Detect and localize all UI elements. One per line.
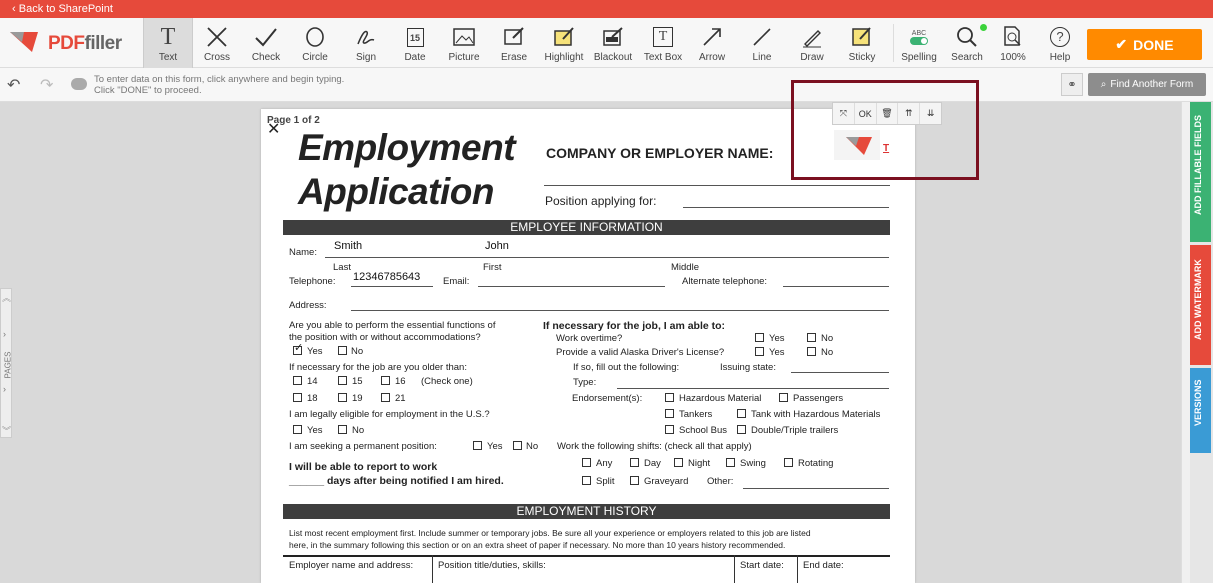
overtime-no-checkbox[interactable]	[807, 333, 816, 342]
age-16-checkbox[interactable]	[381, 376, 390, 385]
check-icon	[241, 24, 291, 50]
line-icon	[737, 24, 787, 50]
other-shift-field[interactable]	[743, 488, 889, 489]
tool-date[interactable]: 15 Date	[390, 18, 440, 68]
table-header-end: End date:	[803, 560, 844, 571]
draw-icon	[787, 24, 837, 50]
circle-icon	[290, 24, 340, 50]
shift-night-checkbox[interactable]	[674, 458, 683, 467]
section-employment-history: EMPLOYMENT HISTORY	[283, 504, 890, 519]
address-field[interactable]	[351, 310, 889, 311]
type-field[interactable]	[617, 388, 889, 389]
bring-forward-icon[interactable]: ⇈	[898, 103, 920, 124]
permanent-no-checkbox[interactable]	[513, 441, 522, 450]
double-chevron-up-icon[interactable]: ︽	[2, 293, 12, 303]
find-another-form-button[interactable]: ⌕ Find Another Form	[1088, 73, 1206, 96]
license-no-checkbox[interactable]	[807, 347, 816, 356]
tool-picture[interactable]: Picture	[439, 18, 489, 68]
selection-highlight	[791, 80, 979, 180]
tool-erase[interactable]: Erase	[489, 18, 539, 68]
name-last-field[interactable]: Smith	[334, 240, 363, 252]
age-15-checkbox[interactable]	[338, 376, 347, 385]
pdffiller-mark-icon	[834, 130, 880, 160]
age-18-checkbox[interactable]	[293, 393, 302, 402]
essential-yes-checkbox[interactable]: ✓	[294, 342, 304, 354]
telephone-line	[351, 286, 433, 287]
license-yes-checkbox[interactable]	[755, 347, 764, 356]
section-employee-info: EMPLOYEE INFORMATION	[283, 220, 890, 235]
cross-icon	[192, 24, 242, 50]
age-21-checkbox[interactable]	[381, 393, 390, 402]
essential-no-checkbox[interactable]	[338, 346, 347, 355]
table-divider	[432, 555, 433, 583]
back-to-sharepoint-link[interactable]: ‹ Back to SharePoint	[0, 0, 1213, 18]
calendar-icon: 15	[390, 24, 440, 50]
tool-zoom[interactable]: 100%	[988, 18, 1038, 68]
undo-icon[interactable]: ↶	[7, 77, 21, 94]
name-first-field[interactable]: John	[485, 240, 509, 252]
age-14-checkbox[interactable]	[293, 376, 302, 385]
legal-no-checkbox[interactable]	[338, 425, 347, 434]
shift-graveyard-checkbox[interactable]	[630, 476, 639, 485]
status-dot	[980, 24, 987, 31]
tool-spelling[interactable]: ABC Spelling	[894, 18, 944, 68]
check-icon: ✔	[1115, 36, 1128, 52]
move-icon[interactable]: ⤧	[833, 103, 855, 124]
endorsement-trailers-checkbox[interactable]	[737, 425, 746, 434]
age-19-checkbox[interactable]	[338, 393, 347, 402]
text-icon: T	[160, 23, 176, 50]
endorsement-tankers-checkbox[interactable]	[665, 409, 674, 418]
eraser-icon	[489, 24, 539, 50]
alt-phone-field[interactable]	[783, 286, 889, 287]
pages-panel-toggle[interactable]: ︽ › PAGES › ︾	[0, 288, 12, 438]
zoom-icon	[988, 24, 1038, 50]
spelling-toggle-icon: ABC	[894, 24, 944, 50]
send-backward-icon[interactable]: ⇊	[926, 108, 935, 118]
chevron-left-icon: ‹	[12, 3, 19, 15]
tool-text[interactable]: T Text	[143, 18, 193, 68]
position-label: Position applying for:	[545, 194, 657, 208]
table-divider	[797, 555, 798, 583]
name-line	[325, 257, 889, 258]
comment-icon	[71, 78, 87, 90]
tool-help[interactable]: ? Help	[1035, 18, 1085, 68]
placed-logo-image[interactable]	[834, 130, 880, 160]
tool-highlight[interactable]: Highlight	[539, 18, 589, 68]
arrow-icon	[687, 24, 737, 50]
close-icon[interactable]: ✕	[267, 121, 281, 138]
table-top-border	[283, 555, 890, 557]
company-line	[544, 185, 890, 186]
form-title-line1: Employment	[298, 127, 516, 168]
endorsement-schoolbus-checkbox[interactable]	[665, 425, 674, 434]
endorsement-tank-hazmat-checkbox[interactable]	[737, 409, 746, 418]
search-icon: ⌕	[1100, 79, 1107, 90]
tool-circle[interactable]: Circle	[290, 18, 340, 68]
permanent-yes-checkbox[interactable]	[473, 441, 482, 450]
telephone-field[interactable]: 12346785643	[353, 271, 421, 283]
pdffiller-logo: PDFfiller	[10, 30, 130, 56]
tool-line[interactable]: Line	[737, 18, 787, 68]
position-line[interactable]	[683, 207, 889, 208]
overtime-yes-checkbox[interactable]	[755, 333, 764, 342]
textbox-icon: T	[638, 24, 688, 50]
double-chevron-down-icon[interactable]: ︾	[2, 426, 12, 436]
shift-rotating-checkbox[interactable]	[784, 458, 793, 467]
sign-icon	[341, 24, 391, 50]
add-fillable-fields-tab[interactable]: ADD FILLABLE FIELDS	[1190, 102, 1211, 242]
highlight-icon	[539, 24, 589, 50]
trash-icon[interactable]: 🗑	[877, 103, 899, 124]
ok-button[interactable]: OK	[855, 103, 877, 124]
main-toolbar	[0, 18, 1213, 68]
table-divider	[734, 555, 735, 583]
help-icon: ?	[1035, 24, 1085, 50]
endorsement-hazmat-checkbox[interactable]	[665, 393, 674, 402]
shift-day-checkbox[interactable]	[630, 458, 639, 467]
link-icon: ⚭	[1067, 79, 1077, 91]
tool-arrow[interactable]: Arrow	[687, 18, 737, 68]
endorsement-passengers-checkbox[interactable]	[779, 393, 788, 402]
sticky-icon	[837, 24, 887, 50]
link-button[interactable]	[1061, 73, 1083, 96]
legal-yes-checkbox[interactable]	[293, 425, 302, 434]
chevron-right-icon[interactable]: ›	[3, 329, 6, 339]
tool-cross[interactable]: Cross	[192, 18, 242, 68]
tool-blackout[interactable]: Blackout	[588, 18, 638, 68]
tool-textbox[interactable]: T Text Box	[638, 18, 688, 68]
vertical-scrollbar[interactable]	[1181, 102, 1190, 583]
instructions: To enter data on this form, click anywhere and begin typing. Click "DONE" to proceed.	[94, 74, 345, 96]
company-label: COMPANY OR EMPLOYER NAME:	[546, 145, 774, 161]
info-bar	[0, 68, 1213, 102]
tool-sticky[interactable]: Sticky	[837, 18, 887, 68]
tool-sign[interactable]: Sign	[341, 18, 391, 68]
add-watermark-tab[interactable]: ADD WATERMARK	[1190, 245, 1211, 365]
element-context-toolbar	[832, 102, 942, 125]
text-edit-cursor[interactable]: T	[883, 143, 890, 154]
blackout-icon	[588, 24, 638, 50]
shift-any-checkbox[interactable]	[582, 458, 591, 467]
form-title-line2: Application	[298, 171, 494, 212]
shift-swing-checkbox[interactable]	[726, 458, 735, 467]
versions-tab[interactable]: VERSIONS	[1190, 368, 1211, 453]
redo-icon[interactable]: ↷	[40, 77, 54, 94]
tool-check[interactable]: Check	[241, 18, 291, 68]
table-header-position: Position title/duties, skills:	[438, 560, 546, 571]
issuing-state-field[interactable]	[791, 372, 889, 373]
picture-icon	[439, 24, 489, 50]
chevron-right-icon[interactable]: ›	[3, 384, 6, 394]
logo-icon	[10, 30, 40, 54]
tool-draw[interactable]: Draw	[787, 18, 837, 68]
table-header-start: Start date:	[740, 560, 784, 571]
email-field[interactable]	[478, 286, 665, 287]
page-indicator: Page 1 of 2	[267, 115, 320, 126]
tool-search[interactable]: Search	[942, 18, 992, 68]
table-header-employer: Employer name and address:	[289, 560, 414, 571]
document-page[interactable]: Page 1 of 2 ✕ Employment Application COMPANY OR EMPLOYER NAME: Position applying for: EMPLOYEE INFORMATION Name: Smith John Last First Middle Telephone: 12346785643 Email: Alternate telephone: Address: Are you able to perform the essential functions of the position with or without accommodations? ✓ Yes No If necessary for the job are you older than: 14 15 16 (Check one) 18 19 21 I am legally eligible for employment in the U.S.? Yes No I am seeking a permanent position: Yes No I will be able to report to work ______ days after being notified I am hired. If necessary for the job, I am able to: Work overtime? Yes No Provide a valid Alaska Driver's License? Yes No If so, fill out the following: Issuing state: Type: Endorsement(s): Hazardous Material Passengers Tankers Tank with Hazardous Materials School Bus Double/Triple trailers Work the following shifts: (check all that apply) Any Day Night Swing Rotating Split Graveyard Other: EMPLOYMENT HISTORY List most recent employment first. Include summer or temporary jobs. Be sure all your experience or employers related to this job are listed here, in the summary following this section or on an extra sheet of paper if necessary. No more than 10 years history recommended. Employer name and address: Position title/duties, skills: Start date: End date:	[261, 109, 915, 583]
done-button[interactable]: ✔ DONE	[1087, 29, 1202, 60]
shift-split-checkbox[interactable]	[582, 476, 591, 485]
